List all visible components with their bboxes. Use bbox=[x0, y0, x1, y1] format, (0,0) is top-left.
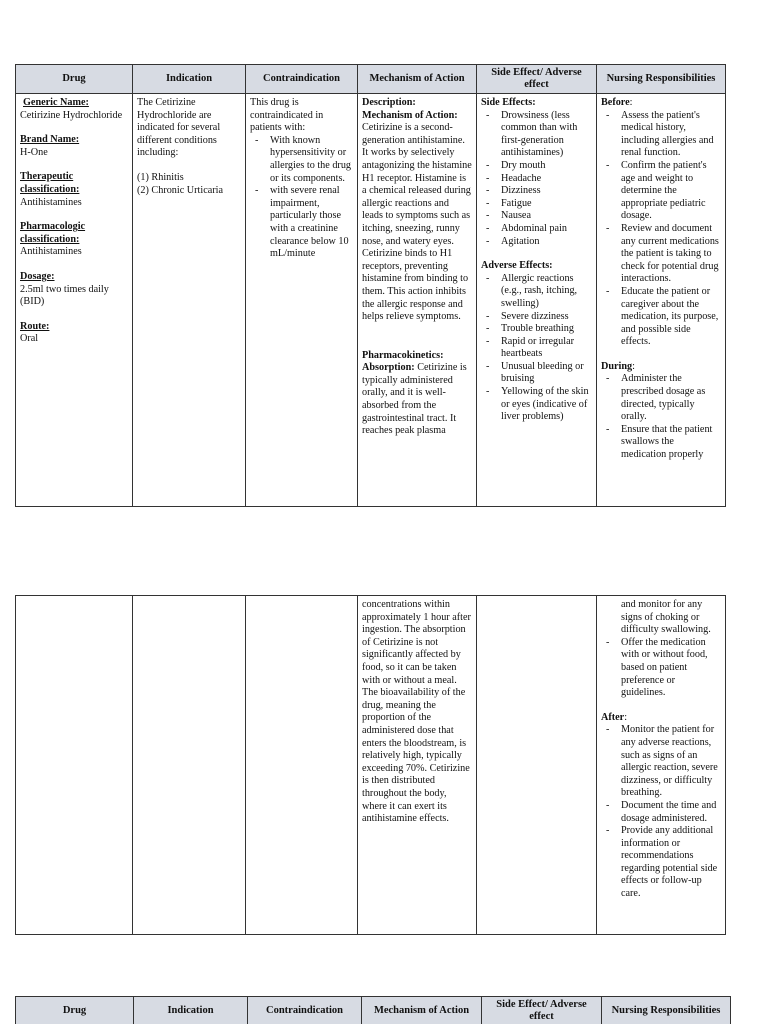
header-contraindication: Contraindication bbox=[246, 65, 358, 94]
route-value: Oral bbox=[20, 333, 39, 345]
contraindication-list bbox=[250, 135, 353, 261]
list-item: - Dry mouth bbox=[481, 160, 592, 173]
table-header-row bbox=[16, 65, 726, 94]
during-list bbox=[601, 373, 721, 461]
list-item: - Severe dizziness bbox=[481, 311, 592, 324]
list-item: - With known hypersensitivity or allergies to the drug or its components. bbox=[250, 135, 353, 185]
mechanism-cell bbox=[358, 94, 477, 507]
description-label: Description: bbox=[362, 97, 416, 108]
indication-item: (2) Chronic Urticaria bbox=[137, 184, 223, 196]
during-label: During bbox=[601, 360, 633, 372]
list-item: - Confirm the patient's age and weight to determine the appropriate pediatric dosage. bbox=[601, 160, 721, 223]
absorption-label: Absorption: bbox=[362, 362, 415, 374]
list-item: - Monitor the patient for any adverse reactions, such as signs of an allergic reaction, severe dizziness, or difficulty breathing. bbox=[601, 724, 721, 800]
contraindication-intro: This drug is contraindicated in patients with: bbox=[250, 97, 324, 134]
list-item: - Trouble breathing bbox=[481, 323, 592, 336]
adverse-effects-label: Adverse Effects: bbox=[481, 260, 553, 272]
therapeutic-class-value: Antihistamines bbox=[20, 196, 82, 208]
before-label: Before bbox=[601, 97, 630, 108]
header-side-effects: Side Effect/ Adverse effect bbox=[482, 997, 602, 1024]
list-item: - Fatigue bbox=[481, 198, 592, 211]
header-nursing: Nursing Responsibilities bbox=[602, 997, 731, 1024]
indication-intro: The Cetirizine Hydrochloride are indicated for several different conditions including: bbox=[137, 97, 221, 159]
indication-cell bbox=[133, 94, 246, 507]
list-item: - Agitation bbox=[481, 236, 592, 249]
absorption-text-part1: Cetirizine is typically administered orally, and it is well-absorbed from the gastrointestinal tract. It reaches peak plasma bbox=[362, 362, 467, 437]
after-label: After bbox=[601, 711, 625, 723]
table-row bbox=[16, 596, 726, 935]
nursing-cell: Before: - Assess the patient's medical history, including allergies and renal function. - Confirm the patient's age and weight to determine the appropriate pediatric dosage. - Review and document any current medications the patient is taking to check for potential drug interactions. - Educate the patient or caregiver about the medication, its purpose, and possible side effects. During: - Administer the prescribed dosage as directed, typically orally. - Ensure that the patient swallows the medication properly bbox=[597, 94, 726, 507]
contraindication-cell bbox=[246, 94, 358, 507]
list-item: - Drowsiness (less common than with first-generation antihistamines) bbox=[481, 110, 592, 160]
therapeutic-class-label: Therapeutic classification: bbox=[20, 171, 80, 195]
indication-cell-continued bbox=[133, 596, 246, 935]
list-item: - Headache bbox=[481, 173, 592, 186]
list-item: - with severe renal impairment, particularly those with a creatinine clearance below 10 mL/minute bbox=[250, 185, 353, 261]
header-nursing: Nursing Responsibilities bbox=[597, 65, 726, 94]
header-contraindication: Contraindication bbox=[248, 997, 362, 1024]
mechanism-cell-continued bbox=[358, 596, 477, 935]
adverse-effects-list bbox=[481, 273, 592, 424]
nursing-cell-continued: and monitor for any signs of choking or difficulty swallowing. - Offer the medication with or without food, based on patient preference or guidelines. After: - Monitor the patient for any adverse reactions, such as signs of an allergic reaction, severe dizziness, or difficulty breathing. - Document the time and dosage administered. - Provide any additional information or recommendations regarding potential side effects or follow-up care. bbox=[597, 596, 726, 935]
pharmacologic-class-value: Antihistamines bbox=[20, 246, 82, 258]
dosage-value: 2.5ml two times daily (BID) bbox=[20, 283, 109, 308]
header-side-effects: Side Effect/ Adverse effect bbox=[477, 65, 597, 94]
absorption-text-part2: concentrations within approximately 1 hour after ingestion. The absorption of Cetirizine is not significantly affected by food, so it can be taken with or without a meal. The bioavailability of the drug, meaning the proportion of the administered dose that enters the bloodstream, is relatively high, typically exceeding 70%. Cetirizine is then distributed throughout the body, where it can exert its antihistamine effects. bbox=[362, 599, 471, 825]
header-mechanism: Mechanism of Action bbox=[362, 997, 482, 1024]
list-item: - Dizziness bbox=[481, 185, 592, 198]
indication-item: (1) Rhinitis bbox=[137, 171, 184, 183]
list-item: - Review and document any current medications the patient is taking to check for potential drug interactions. bbox=[601, 223, 721, 286]
list-item: - Rapid or irregular heartbeats bbox=[481, 336, 592, 361]
header-mechanism: Mechanism of Action bbox=[358, 65, 477, 94]
drug-study-table-page2 bbox=[15, 595, 726, 935]
drug-study-table-page3 bbox=[15, 996, 731, 1024]
during-item-continued: and monitor for any signs of choking or difficulty swallowing. bbox=[621, 599, 711, 636]
during-list-continued bbox=[601, 637, 721, 700]
moa-label: Mechanism of Action: bbox=[362, 109, 458, 121]
moa-text: Cetirizine is a second-generation antihistamine. It works by selectively antagonizing the histamine H1 receptor. Histamine is a chemical released during allergic reactions and leads to symptoms such as itching, sneezing, runny nose, and watery eyes. Cetirizine binds to H1 receptors, preventing histamine from binding to them. This action inhibits the allergic response and helps relieve symptoms. bbox=[362, 122, 472, 323]
list-item: - Assess the patient's medical history, including allergies and renal function. bbox=[601, 110, 721, 160]
header-indication: Indication bbox=[134, 997, 248, 1024]
generic-name-value: Cetirizine Hydrochloride bbox=[20, 109, 123, 121]
before-list bbox=[601, 110, 721, 349]
list-item: - Allergic reactions (e.g., rash, itching, swelling) bbox=[481, 273, 592, 311]
table-row bbox=[16, 94, 726, 507]
route-label: Route: bbox=[20, 320, 50, 332]
contraindication-cell-continued bbox=[246, 596, 358, 935]
list-item: - Document the time and dosage administered. bbox=[601, 800, 721, 825]
side-effects-cell-continued bbox=[477, 596, 597, 935]
header-indication: Indication bbox=[133, 65, 246, 94]
header-drug: Drug bbox=[16, 65, 133, 94]
list-item: - Educate the patient or caregiver about the medication, its purpose, and possible side effects. bbox=[601, 286, 721, 349]
list-item: - Offer the medication with or without food, based on patient preference or guidelines. bbox=[601, 637, 721, 700]
table-header-row bbox=[16, 997, 731, 1024]
list-item: - Abdominal pain bbox=[481, 223, 592, 236]
list-item: - Provide any additional information or recommendations regarding potential side effects or follow-up care. bbox=[601, 825, 721, 901]
brand-name-value: H-One bbox=[20, 146, 48, 158]
side-effects-cell bbox=[477, 94, 597, 507]
drug-cell-continued bbox=[16, 596, 133, 935]
pharmacologic-class-label: Pharmacologic classification: bbox=[20, 221, 86, 245]
side-effects-list bbox=[481, 110, 592, 249]
side-effects-label: Side Effects: bbox=[481, 97, 536, 108]
list-item: - Administer the prescribed dosage as directed, typically orally. bbox=[601, 373, 721, 423]
pharmacokinetics-label: Pharmacokinetics: bbox=[362, 349, 444, 361]
dosage-label: Dosage: bbox=[20, 270, 55, 282]
list-item: - Ensure that the patient swallows the medication properly bbox=[601, 424, 721, 462]
drug-cell bbox=[16, 94, 133, 507]
after-list bbox=[601, 724, 721, 900]
drug-study-table-page1 bbox=[15, 64, 726, 507]
header-drug: Drug bbox=[16, 997, 134, 1024]
brand-name-label: Brand Name: bbox=[20, 134, 80, 146]
list-item: - Yellowing of the skin or eyes (indicative of liver problems) bbox=[481, 386, 592, 424]
list-item: - Unusual bleeding or bruising bbox=[481, 361, 592, 386]
generic-name-label: Generic Name: bbox=[23, 97, 89, 108]
list-item: - Nausea bbox=[481, 210, 592, 223]
